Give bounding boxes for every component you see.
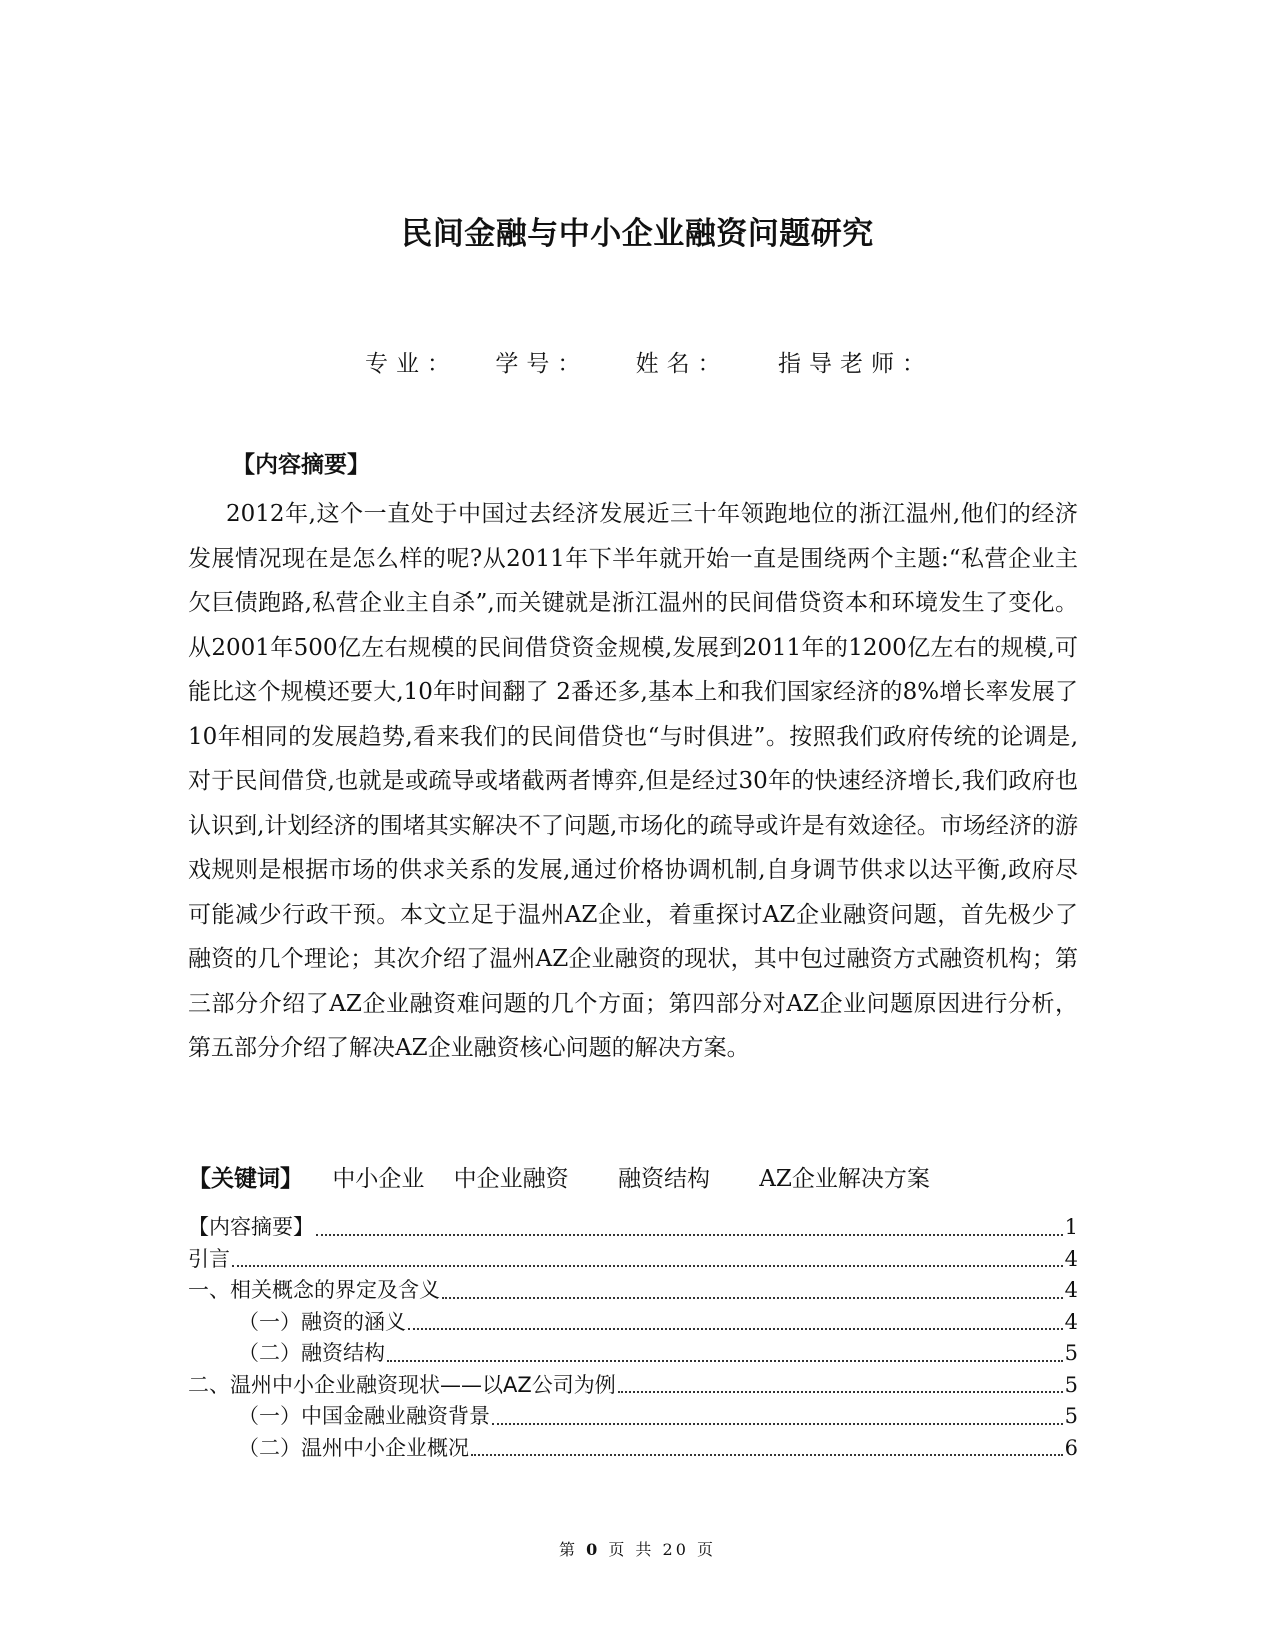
toc-entry-title: 引言 [188,1246,230,1271]
toc-entry[interactable] [188,1370,1078,1402]
footer-middle: 页 共 [608,1540,655,1559]
abstract-paragraph: 2012年,这个一直处于中国过去经济发展近三十年领跑地位的浙江温州,他们的经济发展情况现在是怎么样的呢?从2011年下半年就开始一直是围绕两个主题:“私营企业主欠巨债跑路,私营企业主自杀”,而关键就是浙江温州的民间借贷资本和环境发生了变化。从2001年500亿左右规模的民间借贷资金规模,发展到2011年的1200亿左右的规模,可能比这个规模还要大,10年时间翻了 2番还多,基本上和我们国家经济的8%增长率发展了 10年相同的发展趋势,看来我们的民间借贷也“与时俱进”。按照我们政府传统的论调是,对于民间借贷,也就是或疏导或堵截两者博弈,但是经过30年的快速经济增长,我们政府也认识到,计划经济的围堵其实解决不了问题,市场化的疏导或许是有效途径。市场经济的游戏规则是根据市场的供求关系的发展,通过价格协调机制,自身调节供求以达平衡,政府尽可能减少行政干预。本文立足于温州AZ企业，着重探讨AZ企业融资问题，首先极少了融资的几个理论；其次介绍了温州AZ企业融资的现状，其中包过融资方式融资机构；第三部分介绍了AZ企业融资难问题的几个方面；第四部分对AZ企业问题原因进行分析，第五部分介绍了解决AZ企业融资核心问题的解决方案。 [188,501,1078,1061]
toc-entry[interactable] [188,1212,1078,1244]
author-info-line [365,345,933,378]
footer-total-pages: 20 [662,1540,689,1559]
page-footer [0,1537,1275,1560]
toc-entry-page: 4 [1064,1309,1078,1334]
toc-leader-dots [408,1328,1063,1330]
toc-entry-page: 4 [1064,1246,1078,1271]
advisor-label: 指导老师： [777,351,933,377]
toc-entry[interactable] [188,1338,1078,1370]
keywords-label: 【关键词】 [188,1166,303,1192]
toc-entry[interactable] [188,1433,1078,1465]
keyword-item: 融资结构 [617,1166,710,1192]
toc-entry-title: （二）温州中小企业概况 [238,1435,469,1460]
footer-prefix: 第 [559,1540,579,1559]
toc-entry-page: 4 [1064,1278,1078,1302]
document-title: 民间金融与中小企业融资问题研究 [401,216,874,252]
footer-current-page: 0 [586,1540,601,1559]
toc-entry-page: 5 [1064,1372,1078,1397]
toc-entry-title: 二、温州中小企业融资现状——以AZ公司为例 [188,1372,616,1397]
toc-entry-title: （一）融资的涵义 [238,1309,406,1334]
toc-entry-page: 1 [1064,1215,1078,1239]
toc-entry-page: 5 [1064,1341,1078,1365]
toc-entry-page: 6 [1064,1435,1078,1460]
table-of-contents [188,1212,1078,1464]
toc-leader-dots [387,1360,1063,1362]
toc-leader-dots [471,1454,1063,1456]
toc-entry-title: 【内容摘要】 [188,1215,314,1239]
keyword-item: 中小企业 [332,1166,425,1192]
abstract-heading: 【内容摘要】 [232,452,370,478]
footer-suffix: 页 [696,1540,716,1559]
name-label: 姓名： [635,351,729,377]
toc-entry-page: 5 [1064,1404,1078,1428]
toc-entry[interactable] [188,1244,1078,1276]
toc-leader-dots [618,1391,1063,1393]
toc-leader-dots [442,1297,1063,1299]
toc-entry[interactable] [188,1401,1078,1433]
toc-entry-title: 一、相关概念的界定及含义 [188,1278,440,1302]
toc-entry[interactable] [188,1307,1078,1339]
toc-entry-title: （二）融资结构 [238,1341,385,1365]
student-id-label: 学号： [495,351,589,377]
toc-entry-title: （一）中国金融业融资背景 [238,1404,490,1428]
keyword-item: AZ企业解决方案 [759,1166,930,1192]
keyword-item: 中企业融资 [453,1166,569,1192]
toc-leader-dots [492,1423,1063,1425]
toc-entry[interactable] [188,1275,1078,1307]
keywords-line [188,1160,1078,1193]
toc-leader-dots [316,1234,1063,1236]
major-label: 专业： [365,351,458,377]
toc-leader-dots [232,1265,1063,1267]
